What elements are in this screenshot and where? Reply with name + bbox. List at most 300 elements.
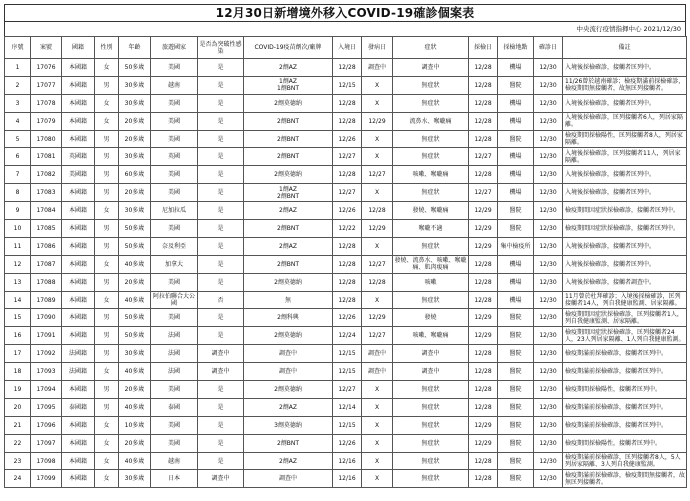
cell-onset-date: X [362,416,393,434]
cell-vaccine: 2劑莫德納 [244,94,333,112]
table-row [5,291,687,309]
cell-remarks: 檢疫期間採檢陽性，接觸者匡列中。 [563,434,687,452]
cell-travel-country: 法國 [151,345,198,363]
cell-breakthrough: 是 [198,273,244,291]
cell-confirm-date: 12/30 [534,94,563,112]
cell-confirm-date: 12/30 [534,309,563,327]
cell-sampling-place: 醫院 [498,452,534,470]
table-row [5,220,687,238]
cell-vaccine: 調查中 [244,470,333,488]
cell-travel-country: 美國 [151,184,198,202]
cell-travel-country: 美國 [151,273,198,291]
table-row [5,398,687,416]
cell-nationality: 泰國籍 [62,398,95,416]
cell-nationality: 本國籍 [62,381,95,399]
cell-remarks: 檢疫期滿前採檢確診，接觸者匡列中。 [563,345,687,363]
cell-sampling-date: 12/28 [469,59,498,77]
cell-vaccine: 2劑AZ [244,398,333,416]
cell-sampling-date: 12/28 [469,112,498,130]
cell-sex: 男 [95,184,119,202]
cell-age: 40多歲 [119,452,151,470]
cell-entry-date: 12/24 [333,327,362,345]
cell-travel-country: 美國 [151,112,198,130]
cell-remarks: 檢疫期間採檢陽性，接觸者匡列中。 [563,381,687,399]
cell-remarks: 檢疫期滿前採檢確診，檢疫期間無接觸者，故無匡列接觸者。 [563,470,687,488]
cell-confirm-date: 12/30 [534,184,563,202]
cell-nationality: 本國籍 [62,273,95,291]
cell-vaccine: 2劑BNT [244,434,333,452]
cell-case-id: 17077 [31,76,62,94]
cell-remarks: 檢疫期滿前採檢確診，接觸者匡列中。 [563,363,687,381]
cell-case-id: 17084 [31,202,62,220]
cell-onset-date: 調查中 [362,345,393,363]
cell-entry-date: 12/14 [333,398,362,416]
cell-age: 40多歲 [119,291,151,309]
table-row [5,184,687,202]
cell-travel-country: 美國 [151,381,198,399]
cell-seq: 10 [5,220,31,238]
cell-nationality: 本國籍 [62,452,95,470]
cell-case-id: 17089 [31,291,62,309]
cell-symptoms: 發燒、喉嚨痛 [393,202,469,220]
cell-sex: 女 [95,416,119,434]
cell-confirm-date: 12/30 [534,291,563,309]
column-header-travel-country: 旅遊國家 [151,37,198,59]
cell-remarks: 入境後採檢確診，接觸者匡列中。 [563,184,687,202]
cell-vaccine: 2劑莫德納 [244,381,333,399]
cell-seq: 19 [5,381,31,399]
cell-confirm-date: 12/30 [534,237,563,255]
cell-symptoms: 咳嗽 [393,273,469,291]
cell-travel-country: 美國 [151,309,198,327]
cell-age: 20多歲 [119,381,151,399]
cell-sex: 男 [95,130,119,148]
cell-entry-date: 12/26 [333,309,362,327]
cell-seq: 20 [5,398,31,416]
cell-age: 50多歲 [119,327,151,345]
cell-symptoms: 無症狀 [393,398,469,416]
cell-vaccine: 2劑AZ [244,59,333,77]
cell-symptoms: 無症狀 [393,130,469,148]
cell-symptoms: 發燒 [393,309,469,327]
cell-sampling-place: 機場 [498,59,534,77]
cell-sampling-place: 醫院 [498,434,534,452]
cell-remarks: 入境後採檢確診，接觸者匡列中。 [563,59,687,77]
cell-sex: 女 [95,59,119,77]
cell-onset-date: 12/29 [362,309,393,327]
cell-seq: 6 [5,148,31,166]
cell-onset-date: X [362,237,393,255]
cell-onset-date: 12/29 [362,112,393,130]
cell-breakthrough: 是 [198,94,244,112]
cell-breakthrough: 調查中 [198,363,244,381]
cell-onset-date: 12/27 [362,255,393,273]
cell-symptoms: 無症狀 [393,148,469,166]
cell-entry-date: 12/28 [333,237,362,255]
column-header-nationality: 國籍 [62,37,95,59]
cell-confirm-date: 12/30 [534,59,563,77]
table-row [5,470,687,488]
cell-age: 40多歲 [119,398,151,416]
cell-nationality: 法國籍 [62,345,95,363]
cell-vaccine: 2劑莫德納 [244,166,333,184]
cell-onset-date: X [362,94,393,112]
cell-symptoms: 無症狀 [393,237,469,255]
cell-nationality: 本國籍 [62,291,95,309]
cell-sex: 女 [95,434,119,452]
cell-case-id: 17096 [31,416,62,434]
table-body [5,59,687,488]
cell-vaccine: 2劑BNT [244,255,333,273]
cell-breakthrough: 是 [198,398,244,416]
cell-symptoms: 咳嗽、喉嚨痛 [393,166,469,184]
cell-confirm-date: 12/30 [534,130,563,148]
cell-vaccine: 1劑AZ 2劑BNT [244,184,333,202]
cell-case-id: 17078 [31,94,62,112]
cell-sex: 男 [95,237,119,255]
cell-age: 10多歲 [119,416,151,434]
cell-nationality: 本國籍 [62,237,95,255]
cell-vaccine: 2劑BNT [244,112,333,130]
cell-onset-date: X [362,291,393,309]
cell-age: 30多歲 [119,94,151,112]
cell-entry-date: 12/28 [333,112,362,130]
cell-onset-date: X [362,184,393,202]
column-header-confirm-date: 確診日 [534,37,563,59]
cell-onset-date: 12/28 [362,273,393,291]
cell-sampling-date: 12/29 [469,416,498,434]
cell-sampling-place: 醫院 [498,309,534,327]
cell-travel-country: 法國 [151,327,198,345]
cell-case-id: 17080 [31,130,62,148]
cell-nationality: 本國籍 [62,470,95,488]
cell-sampling-place: 醫院 [498,130,534,148]
cell-breakthrough: 是 [198,112,244,130]
cell-age: 30多歲 [119,148,151,166]
cell-symptoms: 無症狀 [393,94,469,112]
cell-confirm-date: 12/30 [534,416,563,434]
table-row [5,130,687,148]
cell-confirm-date: 12/30 [534,220,563,238]
cell-confirm-date: 12/30 [534,273,563,291]
table-header-row [5,37,687,59]
cell-confirm-date: 12/30 [534,148,563,166]
column-header-seq: 序號 [5,37,31,59]
cell-remarks: 檢疫期間因症狀採檢確診，接觸者匡列中。 [563,202,687,220]
cell-sex: 男 [95,381,119,399]
cell-nationality: 本國籍 [62,255,95,273]
cell-seq: 22 [5,434,31,452]
cell-sampling-date: 12/28 [469,452,498,470]
cell-age: 30多歲 [119,202,151,220]
cell-sex: 男 [95,273,119,291]
cell-seq: 5 [5,130,31,148]
cell-sex: 男 [95,166,119,184]
cell-sex: 女 [95,291,119,309]
cell-seq: 1 [5,59,31,77]
cell-breakthrough: 是 [198,416,244,434]
cell-vaccine: 2劑AZ [244,452,333,470]
table-row [5,94,687,112]
cell-seq: 11 [5,237,31,255]
cell-symptoms: 無症狀 [393,434,469,452]
cell-sampling-place: 醫院 [498,76,534,94]
cell-case-id: 17093 [31,363,62,381]
cell-sampling-place: 醫院 [498,202,534,220]
cell-remarks: 入境後採檢確診，接觸者匡列中。 [563,255,687,273]
cell-age: 50多歲 [119,309,151,327]
table-row [5,166,687,184]
table-row [5,345,687,363]
cell-symptoms: 無症狀 [393,416,469,434]
cell-travel-country: 越南 [151,76,198,94]
cell-sampling-place: 醫院 [498,327,534,345]
cell-sex: 男 [95,220,119,238]
cell-breakthrough: 是 [198,381,244,399]
cell-nationality: 本國籍 [62,130,95,148]
cell-sex: 男 [95,309,119,327]
cell-case-id: 17083 [31,184,62,202]
cell-seq: 8 [5,184,31,202]
cell-sampling-place: 機場 [498,184,534,202]
column-header-onset-date: 發病日 [362,37,393,59]
column-header-sampling-place: 採檢地點 [498,37,534,59]
cell-sampling-date: 12/28 [469,166,498,184]
column-header-age: 年齡 [119,37,151,59]
cell-entry-date: 12/28 [333,59,362,77]
cell-travel-country: 泰國 [151,398,198,416]
cell-sampling-place: 機場 [498,273,534,291]
cell-remarks: 檢疫期滿前採檢確診，接觸者匡列中。 [563,416,687,434]
cell-case-id: 17097 [31,434,62,452]
cell-sampling-place: 機場 [498,291,534,309]
cell-age: 30多歲 [119,470,151,488]
cell-symptoms: 無症狀 [393,184,469,202]
table-row [5,112,687,130]
cell-sampling-date: 12/28 [469,381,498,399]
cell-case-id: 17094 [31,381,62,399]
cell-sampling-place: 醫院 [498,416,534,434]
cell-case-id: 17098 [31,452,62,470]
cell-breakthrough: 是 [198,309,244,327]
table-row [5,273,687,291]
table-row [5,255,687,273]
cell-sampling-place: 醫院 [498,345,534,363]
cell-age: 60多歲 [119,166,151,184]
cell-vaccine: 無 [244,291,333,309]
cell-travel-country: 越南 [151,452,198,470]
column-header-case-id: 案號 [31,37,62,59]
cell-case-id: 17085 [31,220,62,238]
cell-seq: 24 [5,470,31,488]
cell-sampling-date: 12/29 [469,220,498,238]
cell-sampling-place: 醫院 [498,398,534,416]
cell-remarks: 檢疫期間因症狀採檢確診，匡列接觸者1人，列自我健康監測、居家隔離。 [563,309,687,327]
cell-entry-date: 12/27 [333,184,362,202]
cell-travel-country: 尼加拉瓜 [151,202,198,220]
cell-breakthrough: 否 [198,291,244,309]
cell-sampling-place: 醫院 [498,470,534,488]
case-table [4,36,687,488]
cell-remarks: 入境後採檢確診，匡列接觸者6人，列居家隔離。 [563,112,687,130]
cell-travel-country: 阿拉伯聯合大公國 [151,291,198,309]
cell-seq: 14 [5,291,31,309]
cell-entry-date: 12/28 [333,166,362,184]
cell-sex: 男 [95,327,119,345]
cell-nationality: 本國籍 [62,94,95,112]
cell-vaccine: 2劑AZ [244,237,333,255]
cell-confirm-date: 12/30 [534,381,563,399]
cell-travel-country: 美國 [151,416,198,434]
cell-confirm-date: 12/30 [534,112,563,130]
cell-onset-date: 調查中 [362,59,393,77]
cell-breakthrough: 是 [198,76,244,94]
cell-entry-date: 12/15 [333,76,362,94]
cell-breakthrough: 是 [198,220,244,238]
cell-symptoms: 無症狀 [393,470,469,488]
cell-case-id: 17095 [31,398,62,416]
cell-confirm-date: 12/30 [534,452,563,470]
cell-sex: 男 [95,76,119,94]
cell-vaccine: 2劑BNT [244,130,333,148]
cell-case-id: 17076 [31,59,62,77]
column-header-vaccine: COVID-19疫苗劑次/廠牌 [244,37,333,59]
cell-confirm-date: 12/30 [534,345,563,363]
cell-case-id: 17082 [31,166,62,184]
cell-entry-date: 12/27 [333,381,362,399]
cell-onset-date: X [362,452,393,470]
cell-vaccine: 2劑BNT [244,148,333,166]
cell-nationality: 本國籍 [62,416,95,434]
cell-sampling-place: 機場 [498,94,534,112]
cell-vaccine: 調查中 [244,363,333,381]
cell-confirm-date: 12/30 [534,255,563,273]
cell-remarks: 入境後採檢確診，接觸者調查中。 [563,273,687,291]
cell-onset-date: 調查中 [362,363,393,381]
table-row [5,416,687,434]
cell-onset-date: X [362,381,393,399]
cell-nationality: 本國籍 [62,202,95,220]
cell-sampling-date: 12/28 [469,94,498,112]
cell-travel-country: 美國 [151,94,198,112]
cell-confirm-date: 12/30 [534,363,563,381]
cell-symptoms: 無症狀 [393,452,469,470]
cell-confirm-date: 12/30 [534,76,563,94]
cell-remarks: 入境後採檢確診，匡列接觸者11人，列居家隔離。 [563,148,687,166]
cell-entry-date: 12/22 [333,220,362,238]
cell-age: 30多歲 [119,76,151,94]
cell-breakthrough: 是 [198,452,244,470]
cell-sampling-date: 12/28 [469,255,498,273]
cell-entry-date: 12/26 [333,434,362,452]
cell-age: 20多歲 [119,273,151,291]
cell-case-id: 17079 [31,112,62,130]
cell-breakthrough: 調查中 [198,345,244,363]
cell-case-id: 17091 [31,327,62,345]
cell-case-id: 17090 [31,309,62,327]
cell-sampling-date: 12/29 [469,434,498,452]
cell-vaccine: 調查中 [244,345,333,363]
cell-seq: 13 [5,273,31,291]
cell-case-id: 17092 [31,345,62,363]
cell-case-id: 17086 [31,237,62,255]
cell-symptoms: 無症狀 [393,76,469,94]
cell-sampling-place: 醫院 [498,363,534,381]
cell-entry-date: 12/16 [333,452,362,470]
cell-breakthrough: 是 [198,130,244,148]
cell-symptoms: 流鼻水、喉嚨痛 [393,112,469,130]
cell-breakthrough: 是 [198,184,244,202]
cell-entry-date: 12/28 [333,291,362,309]
cell-vaccine: 1劑AZ 1劑BNT [244,76,333,94]
cell-age: 50多歲 [119,237,151,255]
cell-onset-date: X [362,148,393,166]
cell-entry-date: 12/26 [333,130,362,148]
cell-sex: 女 [95,94,119,112]
cell-symptoms: 無症狀 [393,291,469,309]
cell-sampling-date: 12/29 [469,327,498,345]
cell-remarks: 11/26曾於越南確診；檢疫期滿前採檢確診，檢疫期間無接觸者，故無匡列接觸者。 [563,76,687,94]
column-header-sampling-date: 採檢日 [469,37,498,59]
cell-nationality: 英國籍 [62,148,95,166]
table-row [5,434,687,452]
cell-sampling-place: 集中檢疫所 [498,237,534,255]
cell-breakthrough: 是 [198,434,244,452]
cell-remarks: 檢疫期間因症狀採檢確診，接觸者匡列中。 [563,220,687,238]
cell-symptoms: 調查中 [393,363,469,381]
cell-sex: 女 [95,202,119,220]
cell-sampling-date: 12/27 [469,148,498,166]
cell-travel-country: 法國 [151,363,198,381]
cell-symptoms: 調查中 [393,59,469,77]
table-row [5,327,687,345]
cell-sampling-date: 12/28 [469,398,498,416]
cell-entry-date: 12/15 [333,363,362,381]
cell-remarks: 入境後採檢確診，接觸者匡列中。 [563,166,687,184]
cell-age: 20多歲 [119,184,151,202]
table-row [5,363,687,381]
cell-age: 40多歲 [119,363,151,381]
cell-remarks: 入境後採檢確診，接觸者匡列中。 [563,94,687,112]
cell-nationality: 本國籍 [62,76,95,94]
cell-nationality: 美國籍 [62,166,95,184]
cell-seq: 16 [5,327,31,345]
table-row [5,76,687,94]
column-header-breakthrough: 是否為突破性感染 [198,37,244,59]
cell-onset-date: 12/27 [362,166,393,184]
cell-vaccine: 2劑BNT [244,220,333,238]
cell-seq: 3 [5,94,31,112]
cell-symptoms: 咳嗽、喉嚨痛 [393,327,469,345]
cell-confirm-date: 12/30 [534,327,563,345]
cell-sex: 女 [95,452,119,470]
cell-nationality: 本國籍 [62,59,95,77]
column-header-sex: 性別 [95,37,119,59]
column-header-remarks: 備註 [563,37,687,59]
cell-nationality: 本國籍 [62,184,95,202]
cell-onset-date: 12/29 [362,220,393,238]
cell-breakthrough: 是 [198,59,244,77]
cell-vaccine: 2劑莫德納 [244,327,333,345]
table-row [5,381,687,399]
cell-travel-country: 奈及利亞 [151,237,198,255]
cell-remarks: 檢疫期滿前採檢確診，接觸者匡列中。 [563,398,687,416]
table-row [5,202,687,220]
cell-sampling-place: 機場 [498,255,534,273]
cell-seq: 12 [5,255,31,273]
cell-breakthrough: 是 [198,166,244,184]
cell-sampling-place: 醫院 [498,220,534,238]
